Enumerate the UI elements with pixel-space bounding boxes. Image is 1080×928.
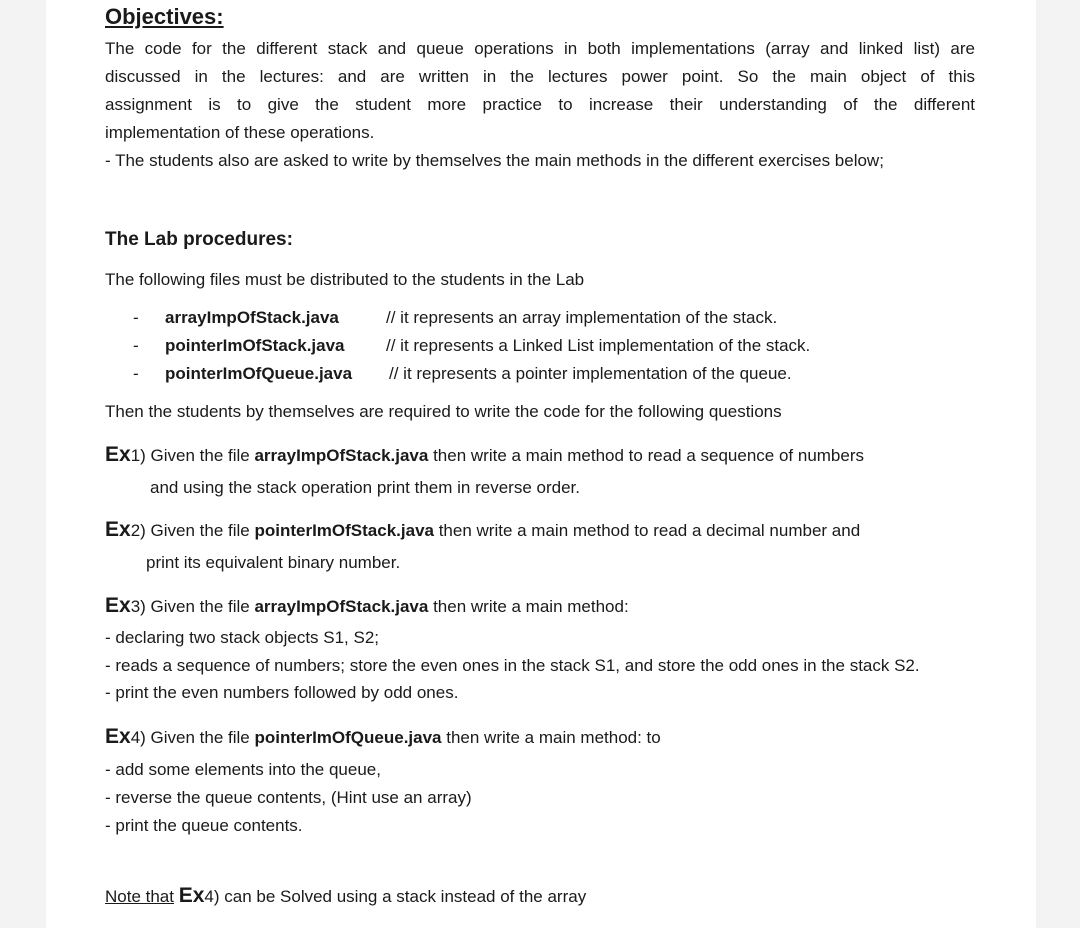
ex3-item: - print the even numbers followed by odd ones. xyxy=(105,683,459,702)
lab-intro: The following files must be distributed to the students in the Lab xyxy=(105,270,585,289)
file-name: arrayImpOfStack.java xyxy=(254,597,429,616)
file-comment: // it represents a pointer implementation of the queue. xyxy=(389,364,792,383)
file-name: pointerImOfQueue.java xyxy=(165,364,353,383)
file-name: arrayImpOfStack.java xyxy=(165,308,339,327)
objectives-note: - The students also are asked to write by themselves the main methods in the different exercises below; xyxy=(105,151,884,170)
note-line: Note that Ex4) can be Solved using a stack instead of the array xyxy=(105,884,587,907)
ex1-line-1: Ex1) Given the file arrayImpOfStack.java then write a main method to read a sequence of numbers xyxy=(105,443,865,466)
file-name: pointerImOfQueue.java xyxy=(254,728,442,747)
lab-then: Then the students by themselves are required to write the code for the following questions xyxy=(105,402,782,421)
ex3-item: - reads a sequence of numbers; store the even ones in the stack S1, and store the odd ones in the stack S2. xyxy=(105,656,920,675)
lab-heading: The Lab procedures: xyxy=(105,229,293,250)
ex-tag: Ex xyxy=(105,725,131,748)
file-bullet: - xyxy=(133,308,139,327)
ex4-line-1: Ex4) Given the file pointerImOfQueue.java then write a main method: to xyxy=(105,725,661,748)
objectives-line-3: assignment is to give the student more practice to increase their understanding of the different xyxy=(105,95,975,114)
file-name: pointerImOfStack.java xyxy=(254,521,434,540)
file-name: arrayImpOfStack.java xyxy=(254,446,429,465)
note-prefix: Note that xyxy=(105,887,174,906)
ex-tag: Ex xyxy=(105,594,131,617)
ex1-line-2: and using the stack operation print them in reverse order. xyxy=(150,478,580,497)
file-bullet: - xyxy=(133,364,139,383)
ex-tag: Ex xyxy=(178,884,205,907)
ex4-item: - print the queue contents. xyxy=(105,816,303,835)
objectives-line-4: implementation of these operations. xyxy=(105,123,375,142)
file-comment: // it represents a Linked List implementation of the stack. xyxy=(386,336,811,355)
ex4-item: - reverse the queue contents, (Hint use an array) xyxy=(105,788,472,807)
ex3-item: - declaring two stack objects S1, S2; xyxy=(105,628,380,647)
file-comment: // it represents an array implementation of the stack. xyxy=(386,308,778,327)
ex4-item: - add some elements into the queue, xyxy=(105,760,381,779)
file-name: pointerImOfStack.java xyxy=(165,336,345,355)
ex-tag: Ex xyxy=(105,518,131,541)
ex2-line-2: print its equivalent binary number. xyxy=(146,553,401,572)
objectives-line-2: discussed in the lectures: and are written in the lectures power point. So the main object of this xyxy=(105,67,975,86)
ex-tag: Ex xyxy=(105,443,131,466)
objectives-heading: Objectives: xyxy=(105,4,224,29)
objectives-line-1: The code for the different stack and queue operations in both implementations (array and linked list) are xyxy=(105,39,975,58)
ex3-line-1: Ex3) Given the file arrayImpOfStack.java then write a main method: xyxy=(105,594,629,617)
ex2-line-1: Ex2) Given the file pointerImOfStack.java then write a main method to read a decimal number and xyxy=(105,518,861,541)
file-bullet: - xyxy=(133,336,139,355)
